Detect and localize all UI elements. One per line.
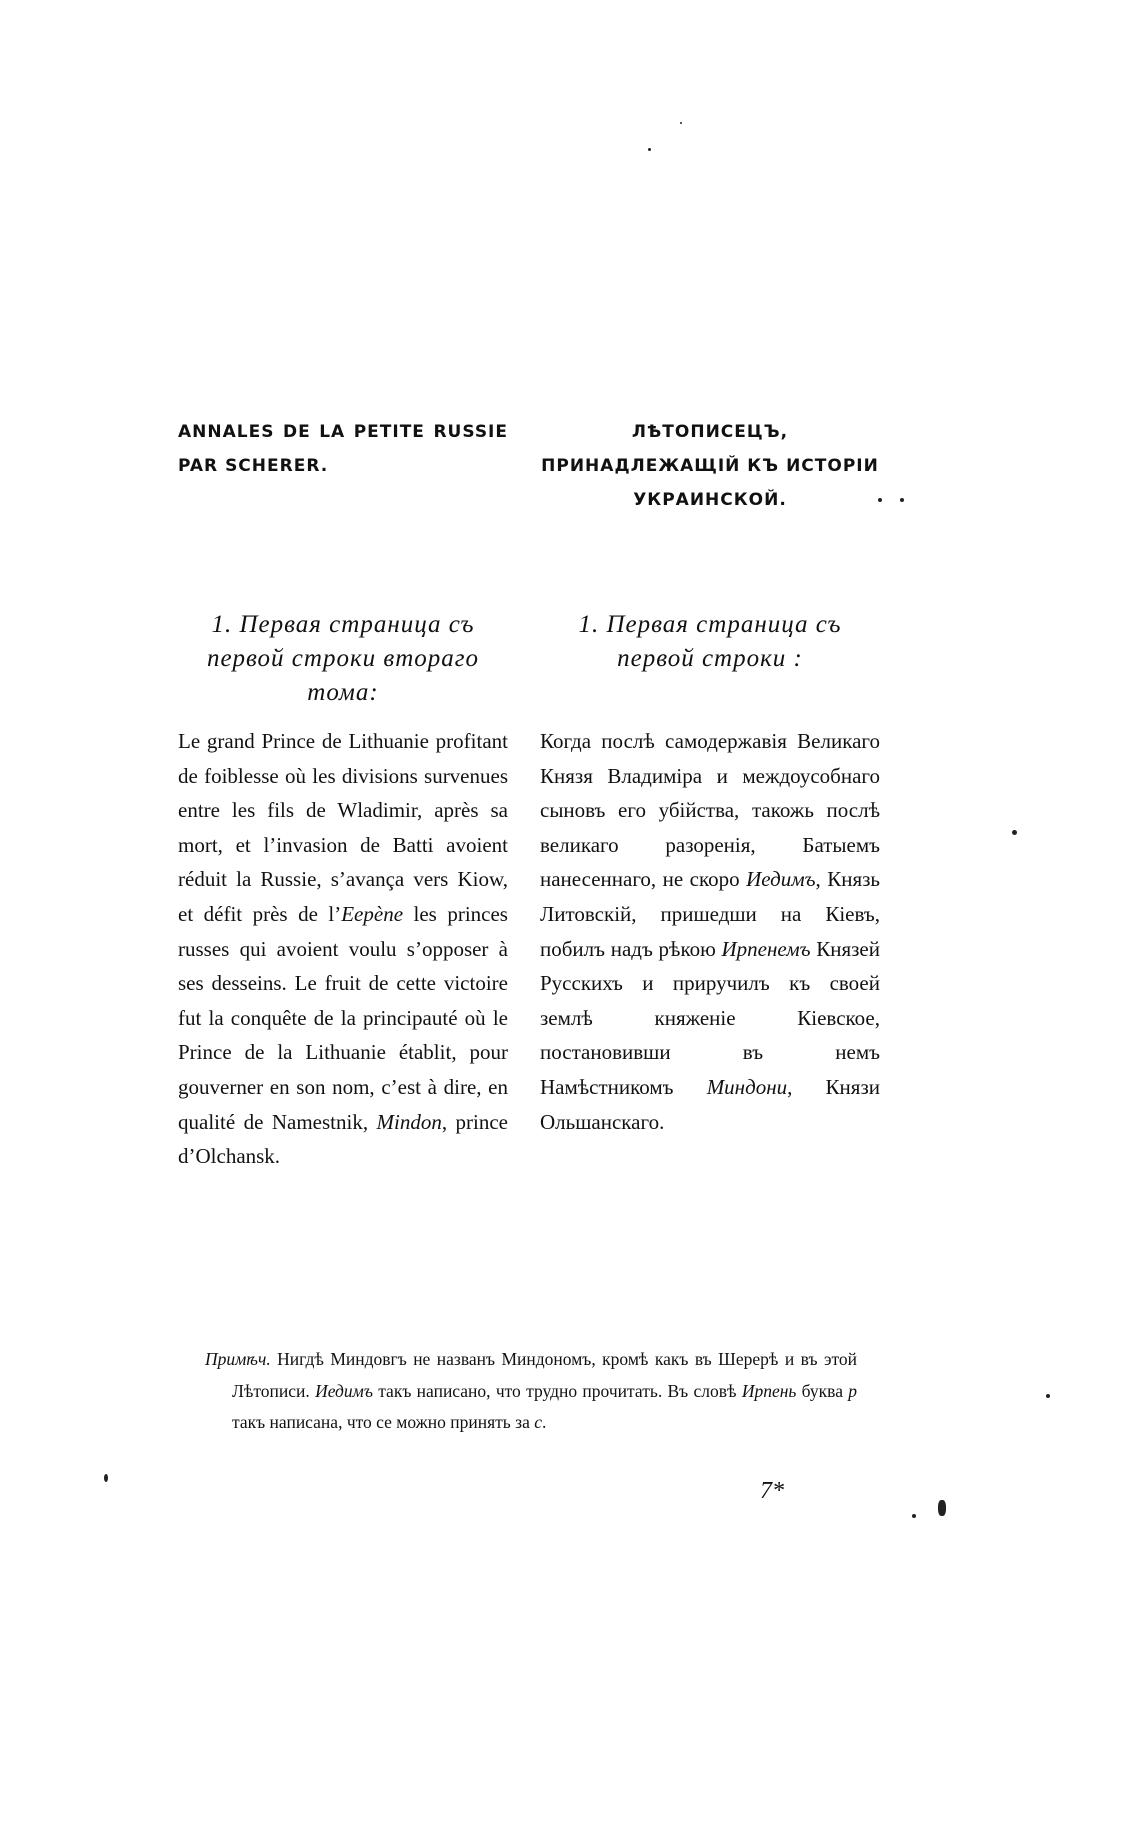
footnote-part5: .: [542, 1412, 547, 1432]
right-column-heading: ЛѢТОПИСЕЦЪ, ПРИНАДЛЕЖАЩІЙ КЪ ИСТОРІИ УКРАИНСКОЙ.: [541, 422, 879, 510]
footnote-italic1: Иедимъ: [315, 1380, 373, 1401]
right-body-italic1: Иедимъ: [746, 867, 816, 892]
footnote-part4: такъ написана, что се можно принять за: [232, 1412, 535, 1432]
footnote-part3: буква: [796, 1380, 849, 1401]
scan-speck: [938, 1500, 946, 1516]
left-column-heading: ANNALES DE LA PETITE RUSSIE PAR SCHERER.: [178, 422, 508, 476]
left-body-part2: les princes russes qui avoient voulu s’opposer à ses desseins. Le fruit de cette victoire fut la conquête de la principauté où le Prince de la Lithuanie établit, pour gouverner en son nom, c’est à dire, en qualité de Namestnik,: [178, 901, 508, 1134]
right-body-part4: , Князи Ольшанскаго.: [540, 1074, 880, 1134]
right-column-subheading: 1. Первая страница съ первой строки :: [578, 611, 842, 672]
right-body-part1: Когда послѣ самодержавія Великаго Князя Владиміра и междоусобнаго сыновъ его убійства, такожь послѣ великаго разоренія, Батыемъ нанесеннаго, не скоро: [540, 729, 880, 892]
scan-speck: [1012, 830, 1017, 835]
signature-mark: 7*: [760, 1478, 784, 1504]
scan-speck: [900, 498, 904, 502]
scan-speck: [648, 148, 651, 151]
left-body-part1: Le grand Prince de Lithuanie profitant de foiblesse où les divisions survenues entre les fils de Wladimir, après sa mort, et l’invasion de Batti avoient réduit la Russie, s’avança vers Kiow, et défit près de l’: [178, 729, 508, 926]
scan-speck: [912, 1514, 916, 1518]
right-body-part3: Князей Русскихъ и приручилъ къ своей землѣ княженіе Кіевское, постановивши въ немъ Намѣстникомъ: [540, 936, 880, 1099]
scan-speck: [1046, 1394, 1050, 1398]
footnote-italic4: с: [534, 1412, 542, 1432]
left-body-part3: , prince d’Olchansk.: [178, 1109, 508, 1169]
footnote-part2: такъ написано, что трудно прочитать. Въ словѣ: [372, 1380, 742, 1401]
footnote-italic3: р: [848, 1380, 857, 1401]
scan-speck: [878, 498, 882, 502]
footnote-italic2: Ирпень: [741, 1380, 797, 1401]
left-column-body: [178, 724, 508, 1174]
right-body-part2: , Князь Литовскій, пришедши на Кіевъ, побилъ надъ рѣкою: [540, 867, 880, 961]
scan-speck: [104, 1474, 108, 1482]
left-column-subheading: 1. Первая страница съ первой строки втораго тома:: [206, 611, 480, 706]
left-body-italic1: Eepène: [341, 901, 404, 926]
right-body-italic3: Миндони: [706, 1074, 788, 1099]
footnote-part1: Нигдѣ Миндовгъ не названъ Миндономъ, кромѣ какъ въ Шерерѣ и въ этой Лѣтописи.: [232, 1349, 857, 1401]
left-body-italic2: Mindon: [376, 1109, 442, 1134]
right-column-body: [540, 724, 880, 1139]
footnote: [205, 1344, 857, 1439]
scan-speck: [680, 122, 682, 124]
footnote-label: Примѣч.: [205, 1349, 271, 1369]
right-body-italic2: Ирпенемъ: [721, 936, 811, 961]
